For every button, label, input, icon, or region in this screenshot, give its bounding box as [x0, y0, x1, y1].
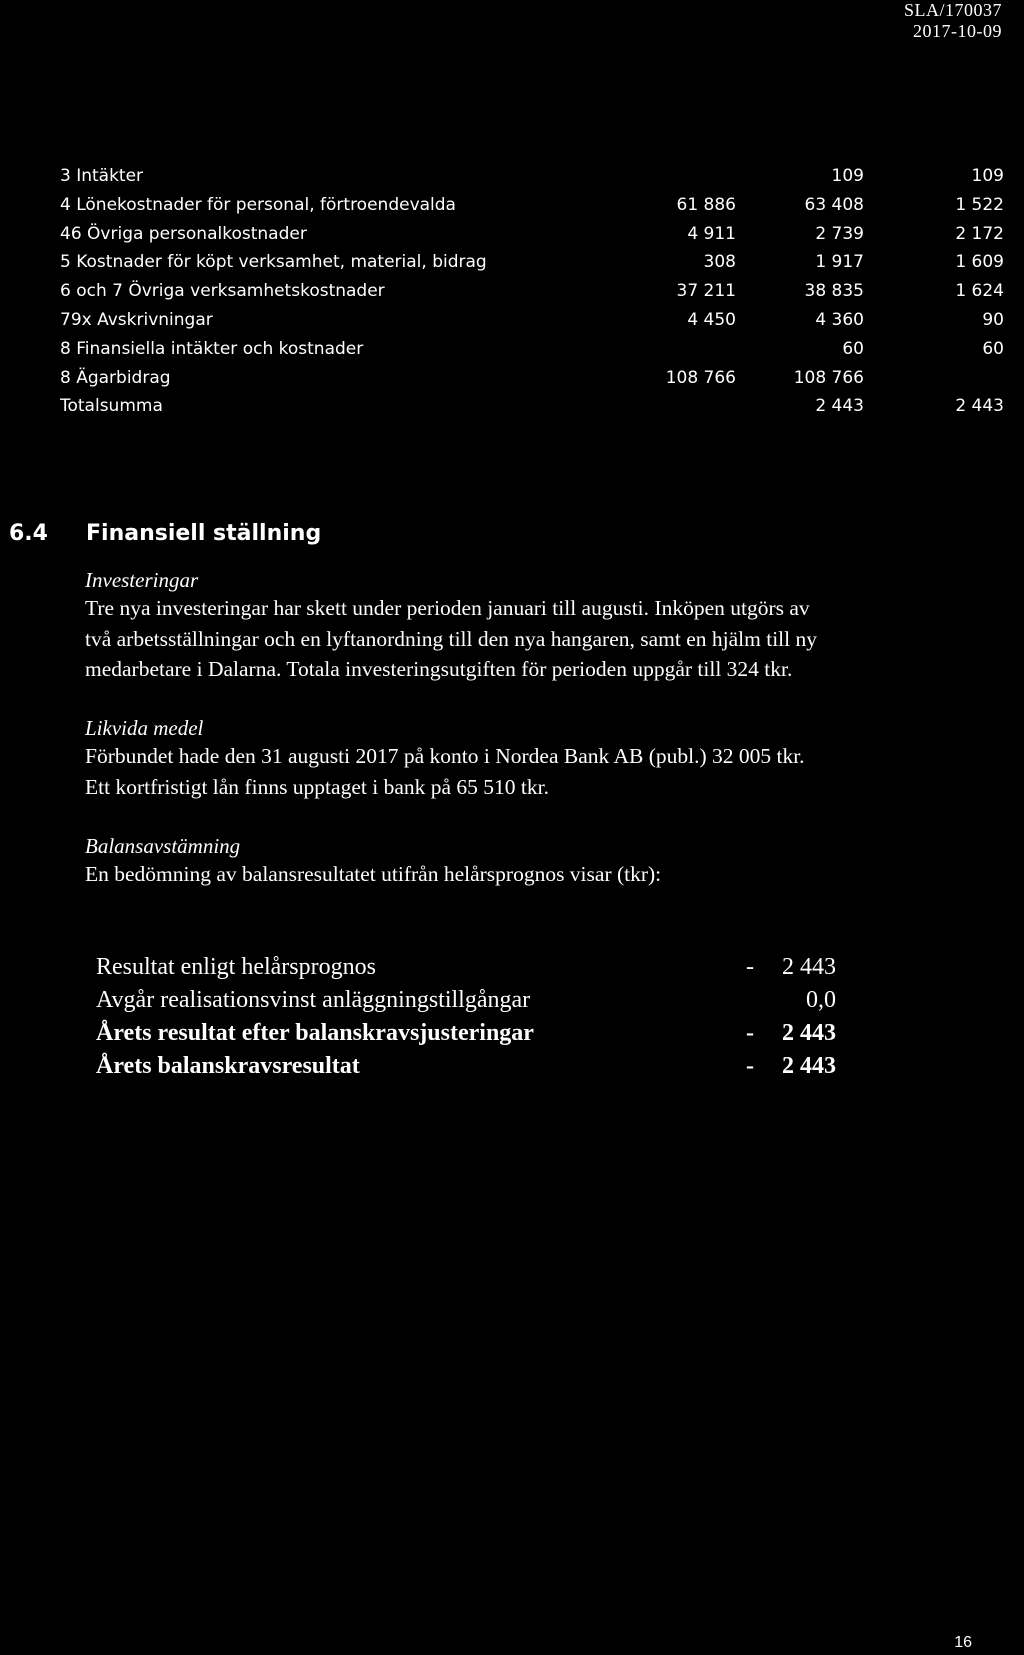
document-reference: [904, 0, 1002, 42]
row-value-2: 4 360: [815, 309, 864, 330]
row-value-2: 2 443: [815, 396, 864, 417]
investments-heading: Investeringar: [85, 568, 199, 592]
paragraph-line: Tre nya investeringar har skett under perioden januari till augusti. Inköpen utgörs av: [85, 596, 810, 620]
balance-sign: -: [746, 954, 754, 980]
row-value-1: 308: [703, 252, 736, 273]
row-value-1: 4 450: [687, 309, 736, 330]
section-heading: [9, 521, 321, 546]
cost-table: [60, 162, 1004, 421]
balance-row: [96, 1050, 856, 1083]
row-value-3: 1 609: [955, 252, 1004, 273]
row-label: 79x Avskrivningar: [60, 309, 213, 330]
table-row: [60, 162, 1004, 191]
document-date: 2017-10-09: [913, 21, 1002, 41]
row-value-2: 109: [831, 166, 864, 186]
balance-label: Resultat enligt helårsprognos: [96, 954, 376, 980]
row-value-2: 63 408: [804, 194, 864, 215]
row-label: 5 Kostnader för köpt verksamhet, material, bidrag: [60, 252, 487, 273]
balance-row: [96, 984, 856, 1017]
row-value-2: 108 766: [793, 367, 864, 388]
row-label: 8 Finansiella intäkter och kostnader: [60, 338, 364, 359]
paragraph-line: två arbetsställningar och en lyftanordning till den nya hangaren, samt en hjälm till ny: [85, 626, 817, 651]
row-label: Totalsumma: [60, 396, 163, 417]
table-row: [60, 306, 1004, 335]
paragraph-line: Förbundet hade den 31 augusti 2017 på konto i Nordea Bank AB (publ.) 32 005 tkr.: [85, 744, 805, 768]
liquidity-paragraph: [85, 741, 1005, 802]
paragraph-line: En bedömning av balansresultatet utifrån helårsprognos visar (tkr):: [85, 862, 662, 886]
row-value-1: 108 766: [665, 367, 736, 388]
row-value-3: 60: [982, 338, 1004, 359]
balance-row: [96, 1017, 856, 1050]
balance-sign: -: [746, 1020, 754, 1046]
investments-paragraph: [85, 593, 1005, 685]
row-value-1: 37 211: [676, 281, 736, 302]
paragraph-line: medarbetare i Dalarna. Totala investeringsutgiften för perioden uppgår till 324 tkr.: [85, 657, 793, 681]
table-row: [60, 392, 1004, 421]
row-value-3: 1 522: [955, 194, 1004, 215]
row-value-3: 109: [971, 166, 1004, 186]
section-title: Finansiell ställning: [86, 521, 322, 546]
balance-label: Årets resultat efter balanskravsjusteringar: [96, 1020, 534, 1046]
balance-sign: -: [746, 1053, 754, 1079]
row-value-1: 61 886: [676, 194, 736, 215]
row-value-1: 4 911: [687, 223, 736, 244]
balance-label: Årets balanskravsresultat: [96, 1053, 360, 1079]
row-value-2: 60: [842, 338, 864, 359]
table-row: [60, 220, 1004, 249]
row-value-2: 38 835: [804, 281, 864, 302]
balance-value: 2 443: [782, 954, 836, 980]
paragraph-line: Ett kortfristigt lån finns upptaget i bank på 65 510 tkr.: [85, 774, 549, 799]
balance-label: Avgår realisationsvinst anläggningstillgångar: [96, 987, 531, 1013]
balance-value: 2 443: [782, 1020, 836, 1046]
row-value-3: 1 624: [955, 281, 1004, 302]
table-row: [60, 335, 1004, 364]
balance-check-heading: Balansavstämning: [85, 834, 241, 858]
liquidity-heading: Likvida medel: [85, 716, 204, 740]
row-value-3: 90: [982, 309, 1004, 330]
row-label: 8 Ägarbidrag: [60, 367, 171, 388]
balance-check-intro: [85, 859, 1005, 890]
balance-value: 0,0: [806, 987, 836, 1013]
table-row: [60, 248, 1004, 277]
table-row: [60, 277, 1004, 306]
page-number: 16: [954, 1634, 972, 1651]
table-row: [60, 191, 1004, 220]
row-value-3: 2 443: [955, 396, 1004, 417]
section-number: 6.4: [9, 521, 48, 546]
row-label: 4 Lönekostnader för personal, förtroendevalda: [60, 194, 456, 215]
balance-value: 2 443: [782, 1053, 836, 1079]
row-value-2: 1 917: [815, 252, 864, 273]
document-id: SLA/170037: [903, 0, 1002, 20]
balance-row: [96, 951, 856, 984]
balance-table: [96, 951, 856, 1083]
row-label: 3 Intäkter: [60, 166, 144, 186]
row-value-2: 2 739: [815, 223, 864, 244]
row-label: 46 Övriga personalkostnader: [60, 223, 307, 244]
row-label: 6 och 7 Övriga verksamhetskostnader: [60, 281, 385, 302]
row-value-3: 2 172: [955, 223, 1004, 244]
table-row: [60, 364, 1004, 393]
